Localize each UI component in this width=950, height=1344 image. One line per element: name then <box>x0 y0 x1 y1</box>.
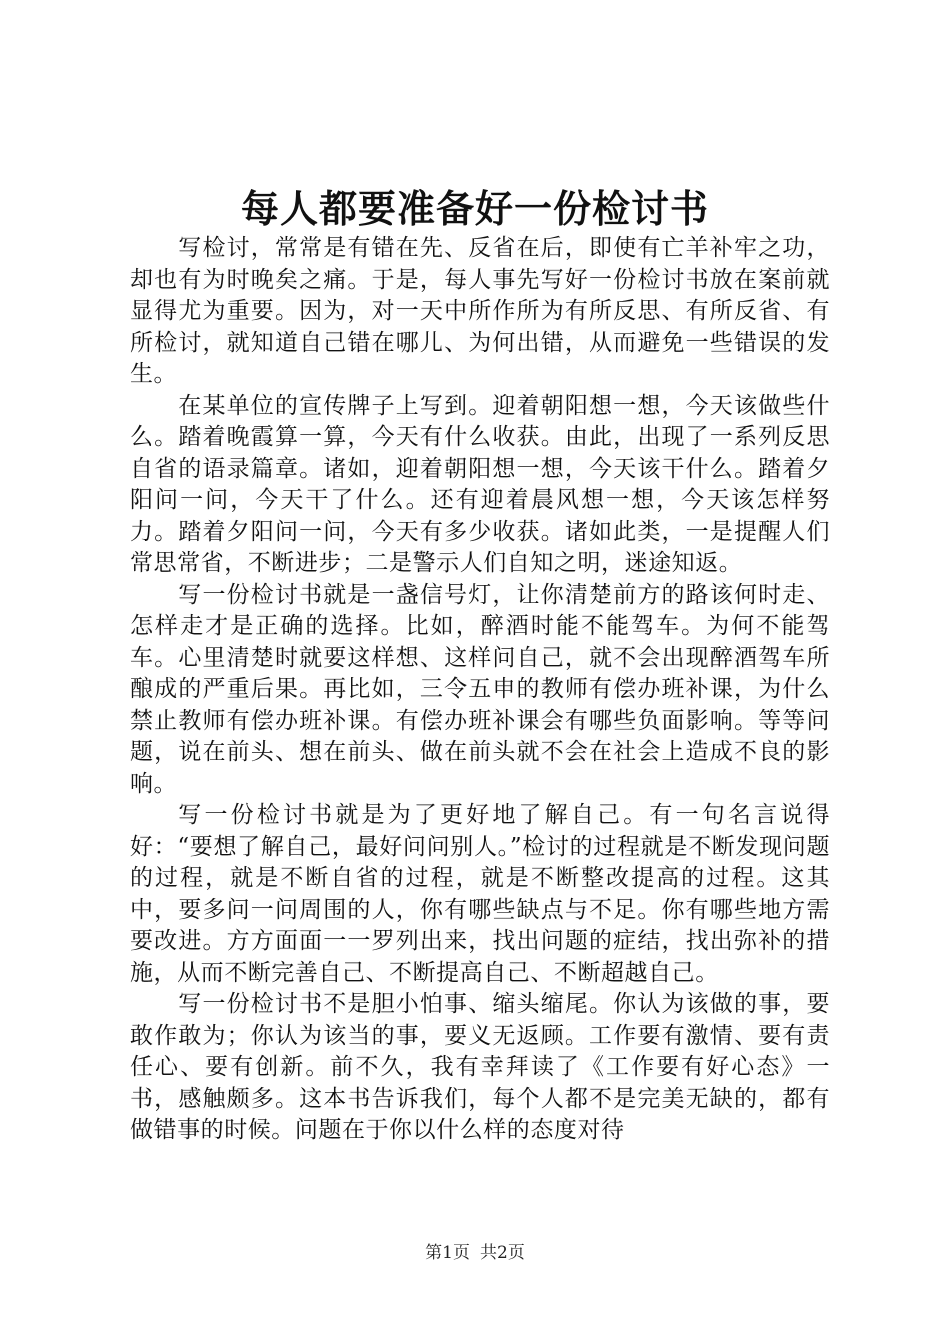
paragraph: 在某单位的宣传牌子上写到。迎着朝阳想一想，今天该做些什么。踏着晚霞算一算，今天有什么收获。由此，出现了一系列反思自省的语录篇章。诸如，迎着朝阳想一想，今天该干什么。踏着夕阳问一问，今天干了什么。还有迎着晨风想一想，今天该怎样努力。踏着夕阳问一问，今天有多少收获。诸如此类，一是提醒人们常思常省，不断进步；二是警示人们自知之明，迷途知返。 <box>130 392 830 576</box>
paragraph: 写一份检讨书就是为了更好地了解自己。有一句名言说得好：“要想了解自己，最好问问别人。”检讨的过程就是不断发现问题的过程，就是不断自省的过程，就是不断整改提高的过程。这其中，要多问一问周围的人，你有哪些缺点与不足。你有哪些地方需要改进。方方面面一一罗列出来，找出问题的症结，找出弥补的措施，从而不断完善自己、不断提高自己、不断超越自己。 <box>130 802 830 986</box>
paragraph: 写一份检讨书不是胆小怕事、缩头缩尾。你认为该做的事，要敢作敢为；你认为该当的事，要义无返顾。工作要有激情、要有责任心、要有创新。前不久，我有幸拜读了《工作要有好心态》一书，感触颇多。这本书告诉我们，每个人都不是完美无缺的，都有做错事的时候。问题在于你以什么样的态度对待 <box>130 991 830 1143</box>
document-title: 每人都要准备好一份检讨书 <box>240 186 709 231</box>
page-number: 第1页 <box>425 1243 470 1263</box>
document-body <box>130 233 830 1147</box>
page-total: 共2页 <box>480 1243 525 1263</box>
page-footer <box>0 1242 950 1264</box>
paragraph: 写检讨，常常是有错在先、反省在后，即使有亡羊补牢之功，却也有为时晚矣之痛。于是，每人事先写好一份检讨书放在案前就显得尤为重要。因为，对一天中所作所为有所反思、有所反省、有所检讨，就知道自己错在哪儿、为何出错，从而避免一些错误的发生。 <box>130 235 830 387</box>
paragraph: 写一份检讨书就是一盏信号灯，让你清楚前方的路该何时走、怎样走才是正确的选择。比如，醉酒时能不能驾车。为何不能驾车。心里清楚时就要这样想、这样问自己，就不会出现醉酒驾车所酿成的严重后果。再比如，三令五申的教师有偿办班补课，为什么禁止教师有偿办班补课。有偿办班补课会有哪些负面影响。等等问题，说在前头、想在前头、做在前头就不会在社会上造成不良的影响。 <box>130 581 830 797</box>
